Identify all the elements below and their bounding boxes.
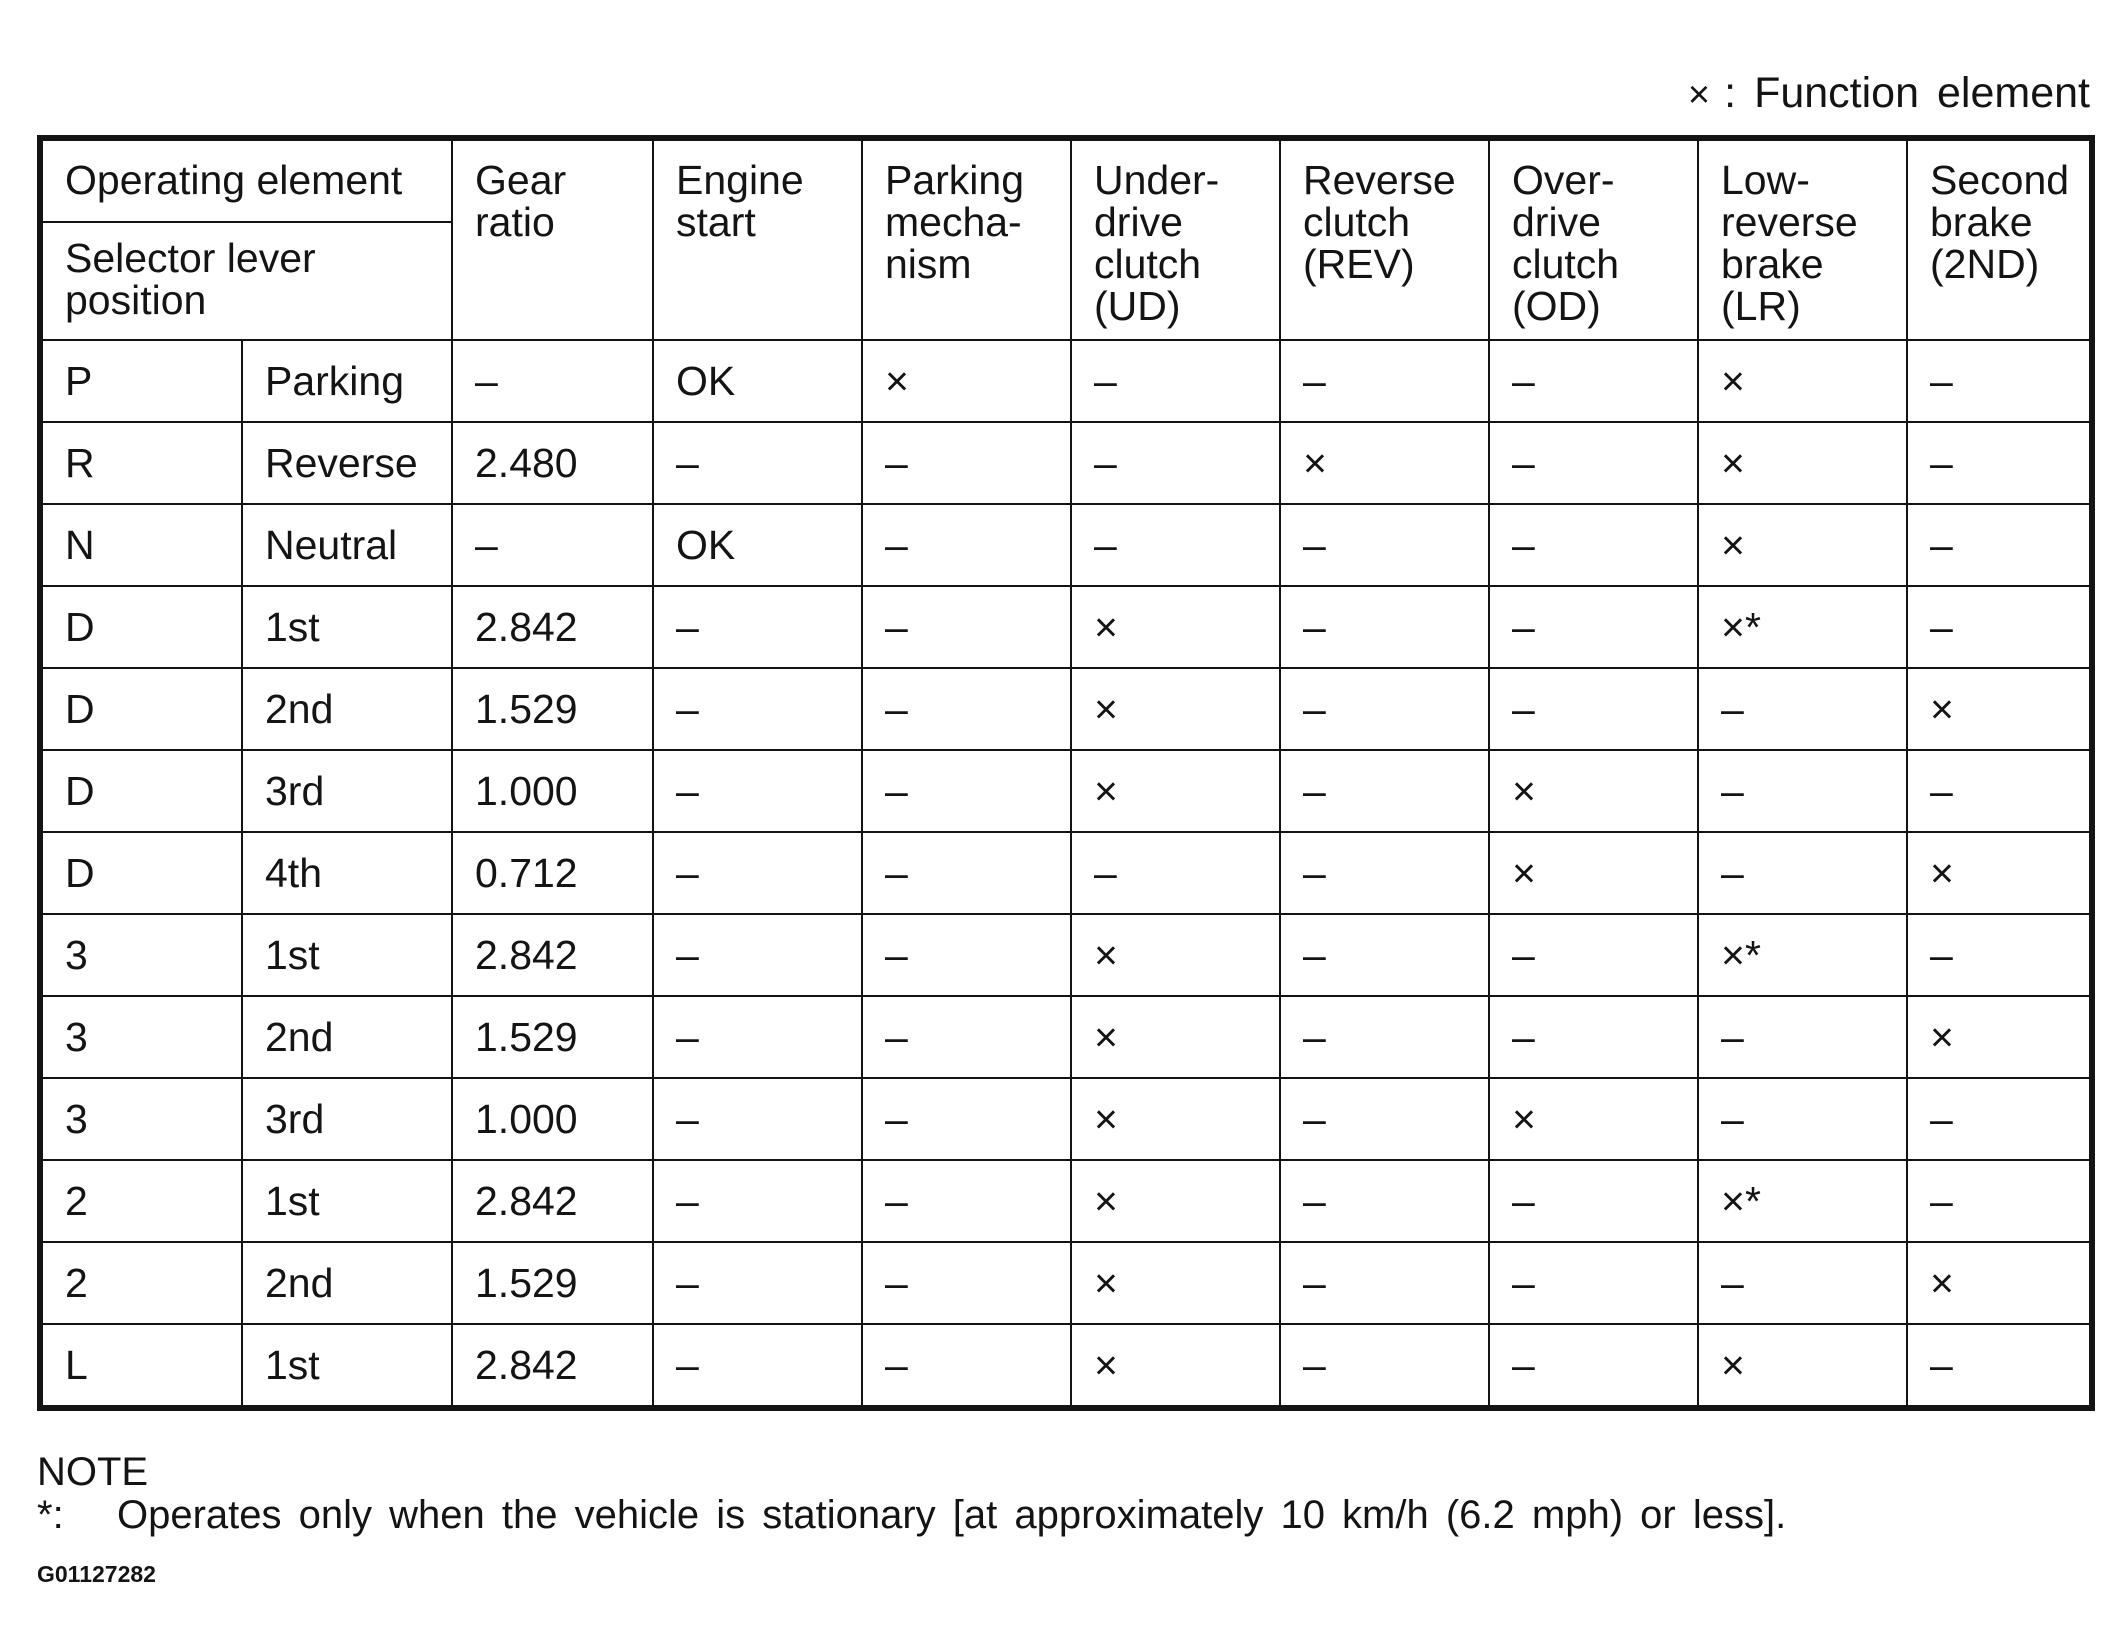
function-cell: – [862,832,1071,914]
position-cell: 2nd [242,1242,452,1324]
function-cell: – [1489,668,1698,750]
function-cell: – [1280,504,1489,586]
function-cell: – [1280,340,1489,422]
function-cell: – [1280,1078,1489,1160]
table-row [40,750,2092,832]
function-cell: – [1698,750,1907,832]
table-row [40,504,2092,586]
table-row [40,996,2092,1078]
selector-lever-cell: D [40,668,242,750]
header-overdrive-clutch: Over- drive clutch (OD) [1489,138,1698,340]
function-cell: – [1698,668,1907,750]
function-cell: × [1071,996,1280,1078]
function-cell: – [862,422,1071,504]
function-cell: × [1698,1324,1907,1408]
table-row [40,832,2092,914]
function-cell: – [1071,504,1280,586]
function-cell: – [1698,832,1907,914]
function-cell: – [1907,504,2092,586]
function-cell: × [1489,750,1698,832]
function-element-legend [1688,66,2090,122]
function-cell: × [1071,914,1280,996]
table-row [40,914,2092,996]
position-cell: 1st [242,1160,452,1242]
gear-ratio-cell: 1.000 [452,1078,653,1160]
function-cell: – [1907,586,2092,668]
table-body [40,138,2092,1408]
function-cell: – [1280,586,1489,668]
gear-ratio-cell: 2.842 [452,1160,653,1242]
selector-lever-cell: R [40,422,242,504]
gear-ratio-cell: 2.480 [452,422,653,504]
function-cell: – [1698,1242,1907,1324]
function-cell: – [1907,914,2092,996]
function-cell: – [1907,750,2092,832]
position-cell: Neutral [242,504,452,586]
header-selector-lever-position: Selector lever position [40,222,452,340]
table-row [40,586,2092,668]
table-row [40,340,2092,422]
function-cell: × [1698,422,1907,504]
function-cell: × [1071,668,1280,750]
operating-element-table [37,135,2095,1411]
selector-lever-cell: D [40,832,242,914]
selector-lever-cell: D [40,586,242,668]
function-cell: – [1489,914,1698,996]
table-row [40,1160,2092,1242]
header-engine-start: Engine start [653,138,862,340]
table-row [40,1242,2092,1324]
function-cell: × [1280,422,1489,504]
function-cell: – [1489,1160,1698,1242]
function-cell: – [1280,996,1489,1078]
function-cell: ×* [1698,914,1907,996]
selector-lever-cell: 3 [40,914,242,996]
function-cell: – [862,996,1071,1078]
note-title: NOTE [37,1450,149,1494]
header-underdrive-clutch: Under- drive clutch (UD) [1071,138,1280,340]
header-operating-element: Operating element [40,138,452,222]
function-cell: × [1489,832,1698,914]
function-cell: – [653,1324,862,1408]
function-cell: – [1489,1242,1698,1324]
function-cell: × [1698,504,1907,586]
gear-ratio-cell: – [452,340,653,422]
header-row [40,138,2092,222]
function-cell: – [1907,1324,2092,1408]
selector-lever-cell: 3 [40,996,242,1078]
function-cell: – [1280,750,1489,832]
function-cell: – [862,1160,1071,1242]
function-cell: – [1489,504,1698,586]
selector-lever-cell: N [40,504,242,586]
function-cell: × [1071,1324,1280,1408]
function-cell: – [862,1242,1071,1324]
function-cell: – [653,914,862,996]
function-cell: – [653,1078,862,1160]
selector-lever-cell: P [40,340,242,422]
function-cell: × [1698,340,1907,422]
header-gear-ratio: Gear ratio [452,138,653,340]
function-cell: – [1280,1242,1489,1324]
function-cell: – [862,750,1071,832]
function-cell: × [1907,996,2092,1078]
position-cell: Parking [242,340,452,422]
table-row [40,1078,2092,1160]
function-cell: × [1907,832,2092,914]
header-low-reverse-brake: Low- reverse brake (LR) [1698,138,1907,340]
function-cell: – [653,1242,862,1324]
legend-word-function: Function [1754,69,1920,117]
function-cell: – [1280,1160,1489,1242]
position-cell: 1st [242,914,452,996]
function-cell: – [1907,422,2092,504]
function-cell: – [862,1078,1071,1160]
function-cell: ×* [1698,1160,1907,1242]
function-cell: – [862,1324,1071,1408]
header-second-brake: Second brake (2ND) [1907,138,2092,340]
table-row [40,1324,2092,1408]
selector-lever-cell: D [40,750,242,832]
function-cell: – [653,832,862,914]
function-cell: – [1071,422,1280,504]
function-cell: – [1071,340,1280,422]
function-cell: – [1489,340,1698,422]
note-text: Operates only when the vehicle is stationary [at approximately 10 km/h (6.2 mph) or less]. [117,1493,1787,1537]
note-mark: *: [37,1493,64,1537]
function-cell: – [653,586,862,668]
function-cell: × [1071,586,1280,668]
function-cell: – [1489,1324,1698,1408]
legend-colon: : [1724,69,1737,117]
function-cell: – [1698,996,1907,1078]
selector-lever-cell: 2 [40,1160,242,1242]
function-cell: – [653,750,862,832]
function-cell: × [1907,1242,2092,1324]
function-cell: – [1489,422,1698,504]
function-cell: – [1071,832,1280,914]
function-cell: × [1071,1078,1280,1160]
function-cell: × [1071,1160,1280,1242]
function-cell: OK [653,504,862,586]
function-cell: – [1489,586,1698,668]
function-cell: – [1907,1078,2092,1160]
function-cell: × [1071,750,1280,832]
function-cell: – [1907,1160,2092,1242]
gear-ratio-cell: 1.529 [452,668,653,750]
function-cell: – [862,668,1071,750]
gear-ratio-cell: 2.842 [452,914,653,996]
gear-ratio-cell: 1.529 [452,996,653,1078]
function-element-symbol: × [1687,74,1711,116]
gear-ratio-cell: 2.842 [452,586,653,668]
position-cell: 4th [242,832,452,914]
gear-ratio-cell: 2.842 [452,1324,653,1408]
position-cell: 1st [242,1324,452,1408]
function-cell: – [862,586,1071,668]
function-cell: – [653,668,862,750]
function-cell: – [862,914,1071,996]
function-cell: – [1907,340,2092,422]
function-cell: – [1698,1078,1907,1160]
gear-ratio-cell: – [452,504,653,586]
header-reverse-clutch: Reverse clutch (REV) [1280,138,1489,340]
position-cell: 3rd [242,750,452,832]
function-cell: – [653,1160,862,1242]
function-cell: – [1280,832,1489,914]
header-parking-mechanism: Parking mecha- nism [862,138,1071,340]
function-cell: – [1280,914,1489,996]
selector-lever-cell: L [40,1324,242,1408]
function-cell: – [1280,1324,1489,1408]
table-row [40,668,2092,750]
selector-lever-cell: 2 [40,1242,242,1324]
function-cell: × [1489,1078,1698,1160]
function-cell: – [1280,668,1489,750]
selector-lever-cell: 3 [40,1078,242,1160]
position-cell: 3rd [242,1078,452,1160]
figure-id: G01127282 [37,1561,156,1587]
function-cell: OK [653,340,862,422]
function-cell: × [862,340,1071,422]
function-cell: – [653,996,862,1078]
function-cell: – [653,422,862,504]
position-cell: 2nd [242,996,452,1078]
function-cell: × [1071,1242,1280,1324]
gear-ratio-cell: 1.000 [452,750,653,832]
table-row [40,422,2092,504]
position-cell: 1st [242,586,452,668]
function-cell: – [1489,996,1698,1078]
position-cell: Reverse [242,422,452,504]
gear-ratio-cell: 0.712 [452,832,653,914]
legend-word-element: element [1937,69,2090,117]
function-cell: – [862,504,1071,586]
gear-ratio-cell: 1.529 [452,1242,653,1324]
position-cell: 2nd [242,668,452,750]
function-cell: × [1907,668,2092,750]
function-cell: ×* [1698,586,1907,668]
